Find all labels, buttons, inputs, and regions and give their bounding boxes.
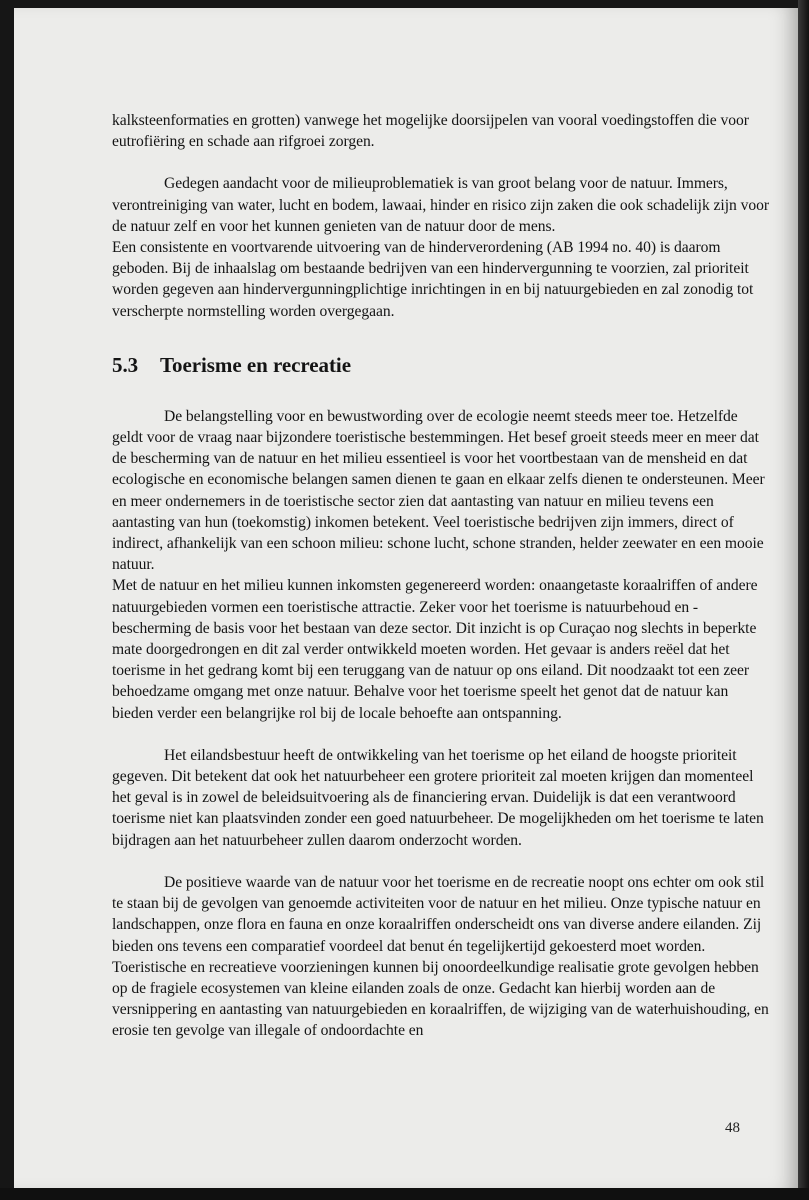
scan-bottom-edge [0,1188,809,1200]
paragraph-voorzieningen: Toeristische en recreatieve voorzieningen kunnen bij onoordeelkundige realisatie grote gevolgen hebben op de fragiele ecosystemen van kleine eilanden zoals de onze. Gedacht kan hierbij worden aan de versnippering en aantasting van natuurgebieden en koraalriffen, de wijziging van de waterhuishouding, en erosie ten gevolge van illegale of ondoordachte en [112,958,769,1040]
paragraph-positieve-waarde: De positieve waarde van de natuur voor het toerisme en de recreatie noopt ons echter om ook stil te staan bij de gevolgen van genoemde activiteiten voor de natuur en het milieu. Onze typische natuur en landschappen, onze flora en fauna en onze koraalriffen onderscheidt ons van diverse andere eilanden. Zij bieden ons tevens een comparatief voordeel dat benut én tegelijkertijd gekoesterd moet worden. [112,873,765,955]
scan-right-edge [798,0,809,1200]
paragraph-inkomsten: Met de natuur en het milieu kunnen inkomsten gegenereerd worden: onaangetaste koraalriffen of andere natuurgebieden vormen een toeristische attractie. Zeker voor het toerisme is natuurbehoud en -bescherming de basis voor het bestaan van deze sector. Dit inzicht is op Curaçao nog slechts in beperkte mate doorgedrongen en dit zal verder ontwikkeld moeten worden. Het gevaar is anders reëel dat het toerisme in het gedrang komt bij een teruggang van de natuur op ons eiland. Dit noodzaakt tot een zeer behoedzame omgang met onze natuur. Behalve voor het toerisme speelt het genot dat de natuur kan bieden verder een belangrijke rol bij de locale behoefte aan ontspanning. [112,577,758,722]
page-number: 48 [725,1120,740,1136]
section-number: 5.3 [112,352,139,377]
paragraph-continuation: kalksteenformaties en grotten) vanwege het mogelijke doorsijpelen van vooral voedingstoffen die voor eutrofiëring en schade aan rifgroei zorgen. [112,112,749,151]
section-title: Toerisme en recreatie [160,352,351,377]
paragraph-belangstelling: De belangstelling voor en bewustwording over de ecologie neemt steeds meer toe. Hetzelfde geldt voor de vraag naar bijzondere toeristische bestemmingen. Het besef groeit steeds meer en meer dat de bescherming van de natuur en het milieu essentieel is voor het voortbestaan van de mensheid en dat ecologische en economische belangen samen dienen te gaan en elkaar zelfs dienen te ondersteunen. Meer en meer ondernemers in de toeristische sector zien dat aantasting van natuur en milieu tevens een aantasting van hun (toekomstig) inkomen betekent. Veel toeristische bedrijven zijn immers, direct of indirect, afhankelijk van een schoon milieu: schone lucht, schone stranden, helder zeewater en een mooie natuur. [112,407,765,574]
section-heading [112,352,772,378]
paragraph-eilandsbestuur: Het eilandsbestuur heeft de ontwikkeling van het toerisme op het eiland de hoogste prioriteit gegeven. Dit betekent dat ook het natuurbeheer een grotere prioriteit zal moeten krijgen dan momenteel het geval is in zowel de beleidsuitvoering als de financiering ervan. Duidelijk is dat een verantwoord toerisme niet kan plaatsvinden zonder een goed natuurbeheer. De mogelijkheden om het toerisme te laten bijdragen aan het natuurbeheer zullen daarom onderzocht worden. [112,746,764,849]
page-content [112,110,772,1042]
paragraph-milieu-aandacht: Gedegen aandacht voor de milieuproblematiek is van groot belang voor de natuur. Immers, verontreiniging van water, lucht en bodem, lawaai, hinder en risico zijn zaken die ook schadelijk zijn voor de natuur zelf en voor het kunnen genieten van de natuur door de mens. [112,175,769,235]
document-page [14,8,798,1188]
paragraph-hinderverordening: Een consistente en voortvarende uitvoering van de hinderverordening (AB 1994 no. 40) is daarom geboden. Bij de inhaalslag om bestaande bedrijven van een hindervergunning te voorzien, zal prioriteit worden gegeven aan hindervergunningplichtige inrichtingen in en bij natuurgebieden en zal zonodig tot verscherpte normstelling worden overgegaan. [112,239,754,320]
